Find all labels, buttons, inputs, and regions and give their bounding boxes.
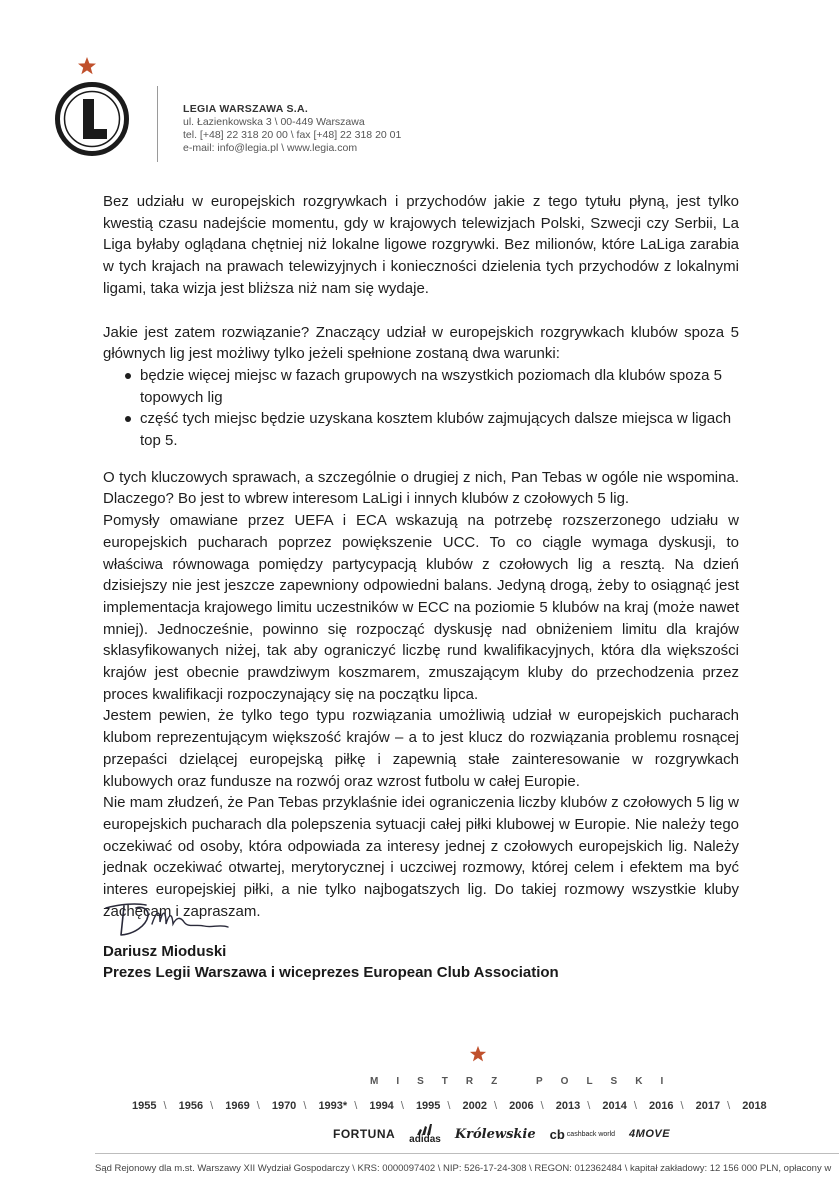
list-item <box>103 408 739 451</box>
paragraph-3: O tych kluczowych sprawach, a szczególnie o drugiej z nich, Pan Tebas w ogóle nie wspomina. Dlaczego? Bo jest to wbrew interesom LaLigi i innych klubów z czołowych 5 lig. <box>103 468 739 508</box>
org-email-web: e-mail: info@legia.pl \ www.legia.com <box>183 142 358 154</box>
year: 2002 <box>462 1100 488 1112</box>
krolewskie-logo: Królewskie <box>454 1126 536 1142</box>
sponsor-logos <box>333 1123 670 1145</box>
org-address: ul. Łazienkowska 3 \ 00-449 Warszawa <box>183 116 365 128</box>
legia-logo-icon <box>55 82 129 156</box>
year: 1956 <box>178 1100 204 1112</box>
bullet-icon <box>125 416 131 422</box>
red-star-icon <box>469 1045 487 1063</box>
conditions-list <box>103 365 739 452</box>
year: 1994 <box>369 1100 394 1112</box>
footer-divider <box>95 1153 839 1154</box>
year: 2016 <box>648 1100 674 1112</box>
org-phone-fax: tel. [+48] 22 318 20 00 \ fax [+48] 22 318 20 01 <box>183 129 402 141</box>
fortuna-logo: FORTUNA <box>333 1127 396 1141</box>
header-divider <box>157 86 158 162</box>
list-item-text: część tych miejsc będzie uzyskana kosztem klubów zajmujących dalsze miejsca w ligach top 5. <box>140 410 732 450</box>
red-star-icon <box>77 56 97 76</box>
cashback-world-logo: cb cashback world <box>549 1126 616 1142</box>
organization-contact <box>183 103 401 155</box>
signatory-name: Dariusz Mioduski <box>103 943 227 960</box>
year: 1955 <box>132 1100 157 1112</box>
year: 2017 <box>695 1100 721 1112</box>
company-registry-info: Sąd Rejonowy dla m.st. Warszawy XII Wydział Gospodarczy \ KRS: 0000097402 \ NIP: 526-17-24-308 \ REGON: 012362484 \ kapitał zakładowy: 12 156 000 PLN, opłacony w <box>95 1163 832 1174</box>
paragraph-2: Jakie jest zatem rozwiązanie? Znaczący udział w europejskich rozgrywkach klubów spoza 5 głównych lig jest możliwy tylko jeżeli spełnione zostaną dwa warunki: <box>103 323 739 363</box>
year: 1995 <box>415 1100 441 1112</box>
year: 1993* <box>318 1100 348 1112</box>
year: 1970 <box>271 1100 297 1112</box>
4move-logo: 4MOVE <box>629 1128 671 1140</box>
org-name: LEGIA WARSZAWA S.A. <box>183 103 309 115</box>
year: 2013 <box>555 1100 581 1112</box>
year: 2006 <box>509 1100 534 1112</box>
handwritten-signature <box>100 894 250 942</box>
paragraph-6: Nie mam złudzeń, że Pan Tebas przyklaśnie idei ograniczenia liczby klubów z czołowych 5 lig w europejskich pucharach dla polepszenia sytuacji całej piłki klubowej w Europie. Nie należy tego oczekiwać od osoby, która odpowiada za interesy jednej z czołowych europejskich lig. Należy jednak oczekiwać otwartej, merytorycznej i uczciwej rozmowy, której celem i efektem ma być interes europejskiej piłki, a nie tylko najbogatszych lig. Do takiej rozmowy wszystkie kluby zachęcam i zapraszam. <box>103 794 739 920</box>
signatory-title: Prezes Legii Warszawa i wiceprezes European Club Association <box>103 964 559 981</box>
adidas-logo: adidas <box>409 1124 441 1144</box>
year: 2018 <box>742 1100 767 1112</box>
year: 1969 <box>225 1100 250 1112</box>
paragraph-4: Pomysły omawiane przez UEFA i ECA wskazują na potrzebę rozszerzonego udziału w europejskich pucharach poprzez powiększenie UCC. To co ciągle wymaga dyskusji, to właściwa równowaga pomiędzy partycypacją klubów z czołowych lig a resztą. Na dzień dzisiejszy nie jest jeszcze zapewniony odpowiedni balans. Jedyną drogą, żeby to osiągnąć jest implementacja krajowego limitu uczestników w ECC na poziomie 5 klubów na kraj (może nawet mniej). Jednocześnie, powinno się rozpocząć dyskusję nad obniżeniem limitu dla krajów sklasyfikowanych niżej, tak aby ograniczyć liczbę rund kwalifikacyjnych, która dla większości krajów jest obecnie prawdziwym koszmarem, zmuszającym kluby do przechodzenia przez proces kwalifikacji rozpoczynający się na początku lipca. <box>103 512 739 703</box>
bullet-icon <box>125 373 131 379</box>
paragraph-5: Jestem pewien, że tylko tego typu rozwiązania umożliwią udział w europejskich pucharach klubom reprezentującym większość krajów – a to jest klucz do rozwiązania problemu rosnącej przepaści dzielącej europejską piłkę i zapewnią stałe zainteresowanie w rozgrywkach klubowych oraz fundusze na rozwój oraz wzrost futbolu w całej Europie. <box>103 707 739 790</box>
champion-label: MISTRZ POLSKI <box>370 1076 682 1087</box>
list-item <box>103 365 739 408</box>
year: 2014 <box>602 1100 627 1112</box>
letter-body <box>103 191 739 923</box>
paragraph-1: Bez udziału w europejskich rozgrywkach i przychodów jakie z tego tytułu płyną, jest tylko kwestią czasu nadejście momentu, gdy w krajowych telewizjach Polski, Szwecji czy Serbii, La Liga byłaby oglądana chętniej niż lokalne ligowe rozgrywki. Bez milionów, które LaLiga zarabia w tych krajach na prawach telewizyjnych i konieczności dzielenia tych przychodów z lokalnymi ligami, taka wizja jest bliższa niż nam się wydaje. <box>103 193 739 297</box>
championship-years: 1955 \ 1956 \ 1969 \ 1970 \ 1993* \ 1994 \ 1995 \ 2002 \ 2006 \ 2013 \ 2014 \ 2016 \ 2017 \ 2018 <box>132 1100 767 1112</box>
list-item-text: będzie więcej miejsc w fazach grupowych na wszystkich poziomach dla klubów spoza 5 topowych lig <box>140 366 722 406</box>
